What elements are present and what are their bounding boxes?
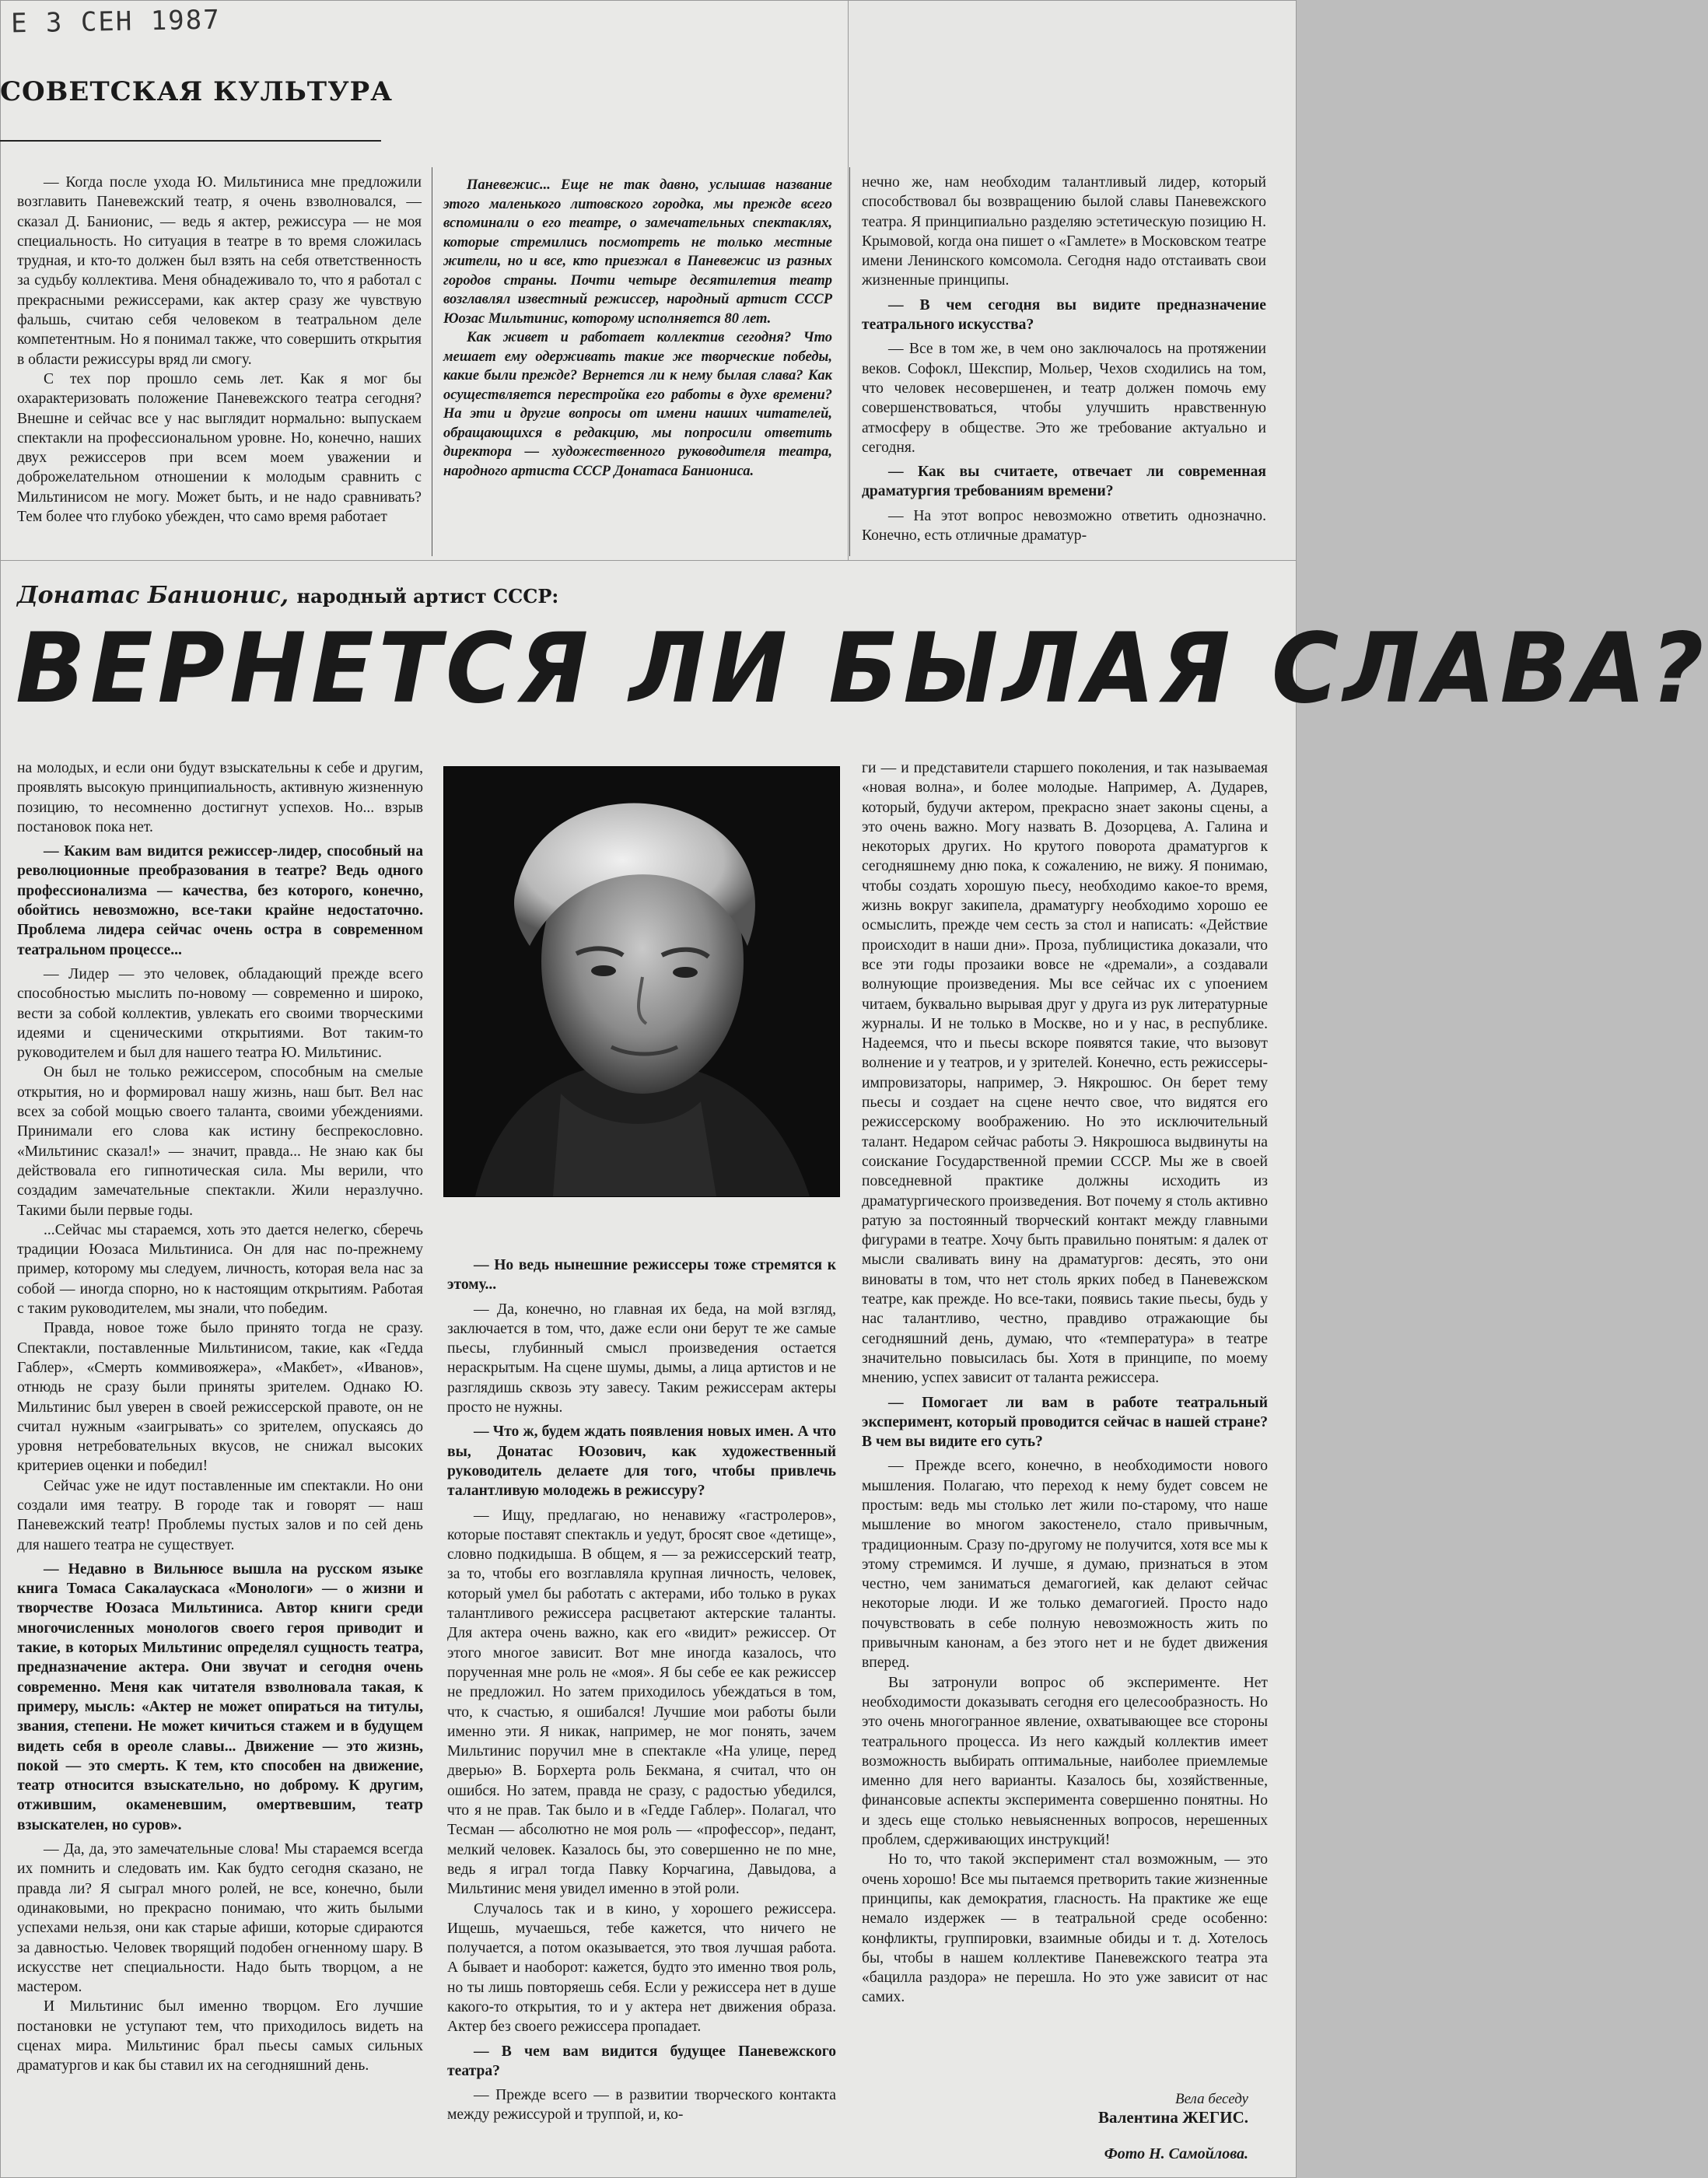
paragraph: Правда, новое тоже было принято тогда не сразу. Спектакли, поставленные Мильтинисом, такие, как «Гедда Габлер», «Смерть коммивояжера», «Макбет», «Иванов», отнюдь не сразу были приняты зрителем. Однако Ю. Мильтинис был уверен в своей режиссерской правоте, он не считал нужным «заигрывать» со зрителем, опускаясь до уровня нетребовательных вкусов, не снижал высоких критериев оценки и победил! [17,1320,423,1475]
column-divider [849,167,850,556]
interview-question: — Каким вам видится режиссер-лидер, способный на революционные преобразования в театре? Ведь одного профессионализма — качества, без которого, конечно, обойтись невозможно, все-таки крайне недостаточно. Проблема лидера сейчас очень остра в современном театральном процессе... [17,843,423,958]
byline [17,582,558,609]
headline: ВЕРНЕТСЯ ЛИ БЫЛАЯ СЛАВА? [16,611,1708,725]
author-title: народный артист СССР: [296,585,559,608]
interview-question: — Но ведь нынешние режиссеры тоже стремятся к этому... [447,1257,836,1294]
paragraph: Он был не только режиссером, способным на смелые открытия, но и формировал нашу жизнь, наш быт. Вел нас всех за собой мощью своего таланта, своими убеждениями. Принимали его слова как истину беспрекословно. «Мильтинис сказал!» — значит, правда... Не знаю как бы действовала его гипнотическая сила. Мы верили, что создадим замечательные спектакли. Жили неразлучно. Такими были первые годы. [17,1064,423,1219]
paragraph: — Да, конечно, но главная их беда, на мой взгляд, заключается в том, что, даже если они берут те же самые пьесы, глубинный смысл произведения остается нераскрытым. На сцене шумы, дымы, а лица артистов и не разглядишь сквозь эту завесу. Таким режиссерам актеры просто не нужны. [447,1301,836,1416]
interview-question: — В чем сегодня вы видите предназначение театрального искусства? [862,296,1266,334]
date-stamp: Е 3 СЕН 1987 [10,4,221,40]
interview-question: — В чем вам видится будущее Паневежского театра? [447,2043,836,2079]
article-column-3 [862,758,1268,2008]
paragraph: Паневежис... Еще не так давно, услышав название этого маленького литовского городка, мы прежде всего вспоминали о его театре, о замечательных спектаклях, которые стремились посмотреть не только местные жители, но и все, кто приезжал в Паневежис из разных городов страны. Почти четыре десятилетия театр возглавлял известный режиссер, народный артист СССР Юозас Мильтинис, которому исполняется 80 лет. [443,177,832,327]
interviewer-label: Вела беседу [1174,2091,1248,2107]
paragraph: — Когда после ухода Ю. Мильтиниса мне предложили возглавить Паневежский театр, я очень взволновался, — сказал Д. Банионис, — ведь я актер, режиссура — не моя специальность. Но ситуация в театре в то время сложилась трудная, и кто-то должен был взять на себя ответственность за судьбу коллектива. Меня обнадеживало то, что я работал с прекрасными режиссерами, как актер сразу же чувствую фальшь, считаю себя человеком в театральном деле компетентным. Но я понимал также, что совершить открытия в области режиссуры вряд ли смогу. [17,174,422,368]
paragraph: — Лидер — это человек, обладающий прежде всего способностью мыслить по-новому — современно и широко, вести за собой коллектив, увлекать его своими творческими идеями и сценическими открытиями. Вот таким-то руководителем и был для нашего театра Ю. Мильтинис. [17,965,423,1062]
paragraph: — Ищу, предлагаю, но ненавижу «гастролеров», которые поставят спектакль и уедут, бросят свое «детище», словно подкидыша. В общем, я — за режиссерский театр, за то, чтобы его возглавляла крупная личность, человек, который умел бы работать с актерами, ибо только в руках талантливого режиссера расцветают актерские таланты. Для актера очень важно, как его «видит» режиссер. От этого многое зависит. Вот мне иногда казалось, что порученная мне роль не «моя». Я бы себе ее как режиссер не предложил. Но затем приходилось убеждаться в том, что, к счастью, я ошибался! Лучшие мои работы были именно эти. Я никак, например, не мог понять, зачем Мильтинис поручил мне в спектакле «На улице, перед дверью» В. Борхерта роль Бекмана, я считал, что он ошибся. Но затем, правда не сразу, с радостью убедился, что я не прав. Так было и в «Гедде Габлер». Полагал, что Тесман — абсолютно не моя роль — «профессор», педант, мелкий человек. Казалось бы, это совершенно не по мне, ведь я играл тогда Павку Корчагина, Давыдова, а Мильтинис меня увидел именно в этой роли. [447,1507,836,1898]
lead-paragraph [443,176,832,481]
paragraph: Но то, что такой эксперимент стал возможным, — это очень хорошо! Все мы пытаемся претворить такие жизненные принципы, как демократия, гласность. На практике же еще немало издержек — в театральной среде особенно: конфликты, группировки, взаимные обиды и т. д. Хотелось бы, чтобы в нашем коллективе Паневежского театра эта «бацилла раздора» не перешла. Но это уже зависит от нас самих. [862,1851,1268,2006]
author-name: Донатас Банионис, [17,582,289,609]
paragraph: Случалось так и в кино, у хорошего режиссера. Ищешь, мучаешься, тебе кажется, что ничего не получается, а потом оказывается, это твоя лучшая работа. А бывает и наоборот: кажется, будто это именно твоя роль, но ты лишь повторяешь себя. Если у режиссера нет в душе какого-то открытия, то и у актера нет движения образа. Актер без своего режиссера пропадает. [447,1900,836,2036]
photo-credit: Фото Н. Самойлова. [1104,2145,1248,2162]
interview-question: — Как вы считаете, отвечает ли современная драматургия требованиям времени? [862,464,1266,500]
paragraph: — Все в том же, в чем оно заключалось на протяжении веков. Софокл, Шекспир, Мольер, Чехов сходились на том, что человек несовершенен, и театр должен помочь ему совершенствоваться, чтобы улучшить нравственную атмосферу в обществе. Это же требование актуально и сегодня. [862,341,1266,456]
article-column-2 [447,1251,836,2125]
article-column-1 [17,758,423,2076]
paragraph: — Да, да, это замечательные слова! Мы стараемся всегда их помнить и следовать им. Как будто сегодня сказано, не правда ли? Я сыграл много ролей, не все, конечно, были одинаковыми, но прекрасно понимаю, что жить былыми успехами нельзя, они как старые афиши, которые сдираются за давностью. Человек творящий подобен огненному шару. В искусстве нет специальности. Надо быть творцом, а не мастером. [17,1841,423,1996]
top-left-column [17,173,422,527]
interview-question: — Недавно в Вильнюсе вышла на русском языке книга Томаса Сакалаускаса «Монологи» — о жизни и творчестве Юозаса Мильтиниса. Автор книги среди многочисленных монологов своего героя приводит и такие, в которых Мильтинис определял сущность театра, предназначение актера. Они звучат и сегодня очень современно. Меня как читателя взволновала такая, к примеру, мысль: «Актер не может опираться на титулы, звания, степени. Не может кичиться стажем и в будущем видеть себя в ореоле славы... Движение — это жизнь, покой — это смерть. К тем, кто способен на движение, театр относится взыскательно, но доброму. К другим, отжившим, окаменевшим, омертвевшим, театр взыскателен, но суров». [17,1560,423,1833]
paragraph: И Мильтинис был именно творцом. Его лучшие постановки не уступают тем, что приходилось видеть на сценах мира. Мильтинис брал пьесы самых сильных драматургов и как бы ставил их на сегодняшний день. [17,1998,423,2075]
paragraph: — Прежде всего, конечно, в необходимости нового мышления. Полагаю, что переход к нему будет совсем не простым: ведь мы столько лет жили по-старому, что наше мышление во многом закостенело, стало привычным, традиционным. Сразу по-другому не получится, хотя все мы к этому стремимся. И лучше, я думаю, признаться в этом честно, чем заниматься демагогией, как делают сейчас некоторые люди. И же только демагогией. Просто надо почувствовать в себе полную невозможность жить по привычным канонам, а без этого нет и не будет движения вперед. [862,1458,1268,1672]
paragraph: — Прежде всего — в развитии творческого контакта между режиссурой и труппой, и, ко- [447,2087,836,2124]
interview-question: — Что ж, будем ждать появления новых имен. А что вы, Донатас Юозович, как художественный руководитель делаете для того, чтобы привлечь талантливую молодежь в режиссуру? [447,1423,836,1500]
newspaper-masthead: СОВЕТСКАЯ КУЛЬТУРА [0,76,393,107]
interviewer-credit [1098,2091,1248,2127]
paragraph: нечно же, нам необходим талантливый лидер, который способствовал бы возвращению былой славы Паневежского театра. Я принципиально разделяю эстетическую позицию Н. Крымовой, когда она пишет о «Гамлете» в Московском театре имени Ленинского комсомола. Сегодня надо отстаивать свои жизненные принципы. [862,174,1266,289]
paragraph: Вы затронули вопрос об эксперименте. Нет необходимости доказывать сегодня его целесообразность. Но это очень многогранное явление, охватывающее все стороны театрального процесса. Из него каждый коллектив имеет возможность выбирать оптимальные, наиболее приемлемые именно для него варианты. Казалось бы, хозяйственные, финансовые аспекты эксперимента совершенно понятны. Но и здесь еще столько невыясненных вопросов, нерешенных проблем, сдерживающих инструкций! [862,1674,1268,1849]
paragraph: Сейчас уже не идут поставленные им спектакли. Но они создали имя театру. В городе так и говорят — наш Паневежский театр! Проблемы пустых залов и по сей день для нашего театра не существует. [17,1477,423,1553]
paragraph: на молодых, и если они будут взыскательны к себе и другим, проявлять высокую принципиальность, активную жизненную позицию, то несомненно достигнут успехов. Но... взрыв постановок пока нет. [17,760,423,835]
interviewer-name: Валентина ЖЕГИС. [1097,2108,1248,2127]
paragraph: С тех пор прошло семь лет. Как я мог бы охарактеризовать положение Паневежского театра сегодня? Внешне и сейчас все у нас выглядит нормально: выпускаем спектакли на профессиональном уровне. Но, конечно, наших двух режиссеров при всем моем уважении и доброжелательном отношении к молодым сравнить с Мильтинисом не могу. Может быть, и не надо сравнивать? Тем более что глубоко убежден, что само время работает [17,370,422,526]
portrait-image [444,767,839,1196]
top-right-column [862,173,1266,545]
interview-question: — Помогает ли вам в работе театральный эксперимент, который проводится сейчас в нашей стране? В чем вы видите его суть? [862,1394,1268,1451]
paragraph: ...Сейчас мы стараемся, хоть это дается нелегко, сберечь традиции Юозаса Мильтиниса. Он для нас по-прежнему пример, которому мы следуем, личность, которая вела нас за собой — иногда спорно, но к настоящим открытиям. Работая с таким руководителем, мы знали, что победим. [17,1221,423,1318]
paragraph: — На этот вопрос невозможно ответить однозначно. Конечно, есть отличные драматур- [862,507,1266,544]
masthead-rule [0,140,381,142]
portrait-photo [443,766,840,1197]
paragraph: ги — и представители старшего поколения, и так называемая «новая волна», и более молодые. Например, А. Дударев, который, будучи актером, прекрасно знает законы сцены, а это очень важно. Могу назвать В. Дозорцева, А. Галина и некоторых других. Но крутого поворота драматургов к сегодняшнему дню пока, к сожалению, не вижу. Я понимаю, чтобы создать хорошую пьесу, необходимо какое-то время, жизнь вокруг закипела, драматургу необходимо хорошо ее осмыслить, прежде чем сесть за стол и написать: «Действие происходит в наши дни». Проза, публицистика доказали, что все эти годы прозаики вовсе не «дремали», а создавали волнующие произведения. Мы все сейчас их с упоением читаем, буквально вырывая друг у друга из рук литературные журналы. И не только в Москве, но и у нас, в республике. Надеемся, что и пьесы вскоре появятся такие, что вызовут волнение и у театров, и у зрителей. Конечно, есть режиссеры-импровизаторы, например, Э. Някрошюс. Он берет тему пьесы и создает на сцене нечто свое, что видятся его режиссерскому воображению. Но это исключительный талант. Недаром сейчас работы Э. Някрошюса выдвинуты на соискание Государственной премии СССР. Мы же в своей повседневной практике должны исходить из драматургического произведения. Вот почему я столь активно ратую за постоянный творческий контакт между главными фигурами в театре. Хочу быть правильно понятым: я далек от мысли сваливать вину на драматургов: десять, это они виноваты в том, что нет столь ярких побед в Паневежском театре, как прежде. Но все-таки, появись такие пьесы, будь у нас талантливо, честно, правдиво отражающие бы сегодняшний день, думаю, что «температура» в театре значительно повысилась бы. Хотя в принципе, по моему мнению, успех зависит от таланта режиссера. [862,760,1268,1387]
paragraph: Как живет и работает коллектив сегодня? Что мешает ему одерживать такие же творческие победы, какие были прежде? Вернется ли к нему былая слава? Как осуществляется перестройка его работы в духе времени? На эти и другие вопросы от имени наших читателей, обращающихся в редакцию, мы попросили ответить директора — художественного руководителя театра, народного артиста СССР Донатаса Баниониса. [443,330,832,479]
